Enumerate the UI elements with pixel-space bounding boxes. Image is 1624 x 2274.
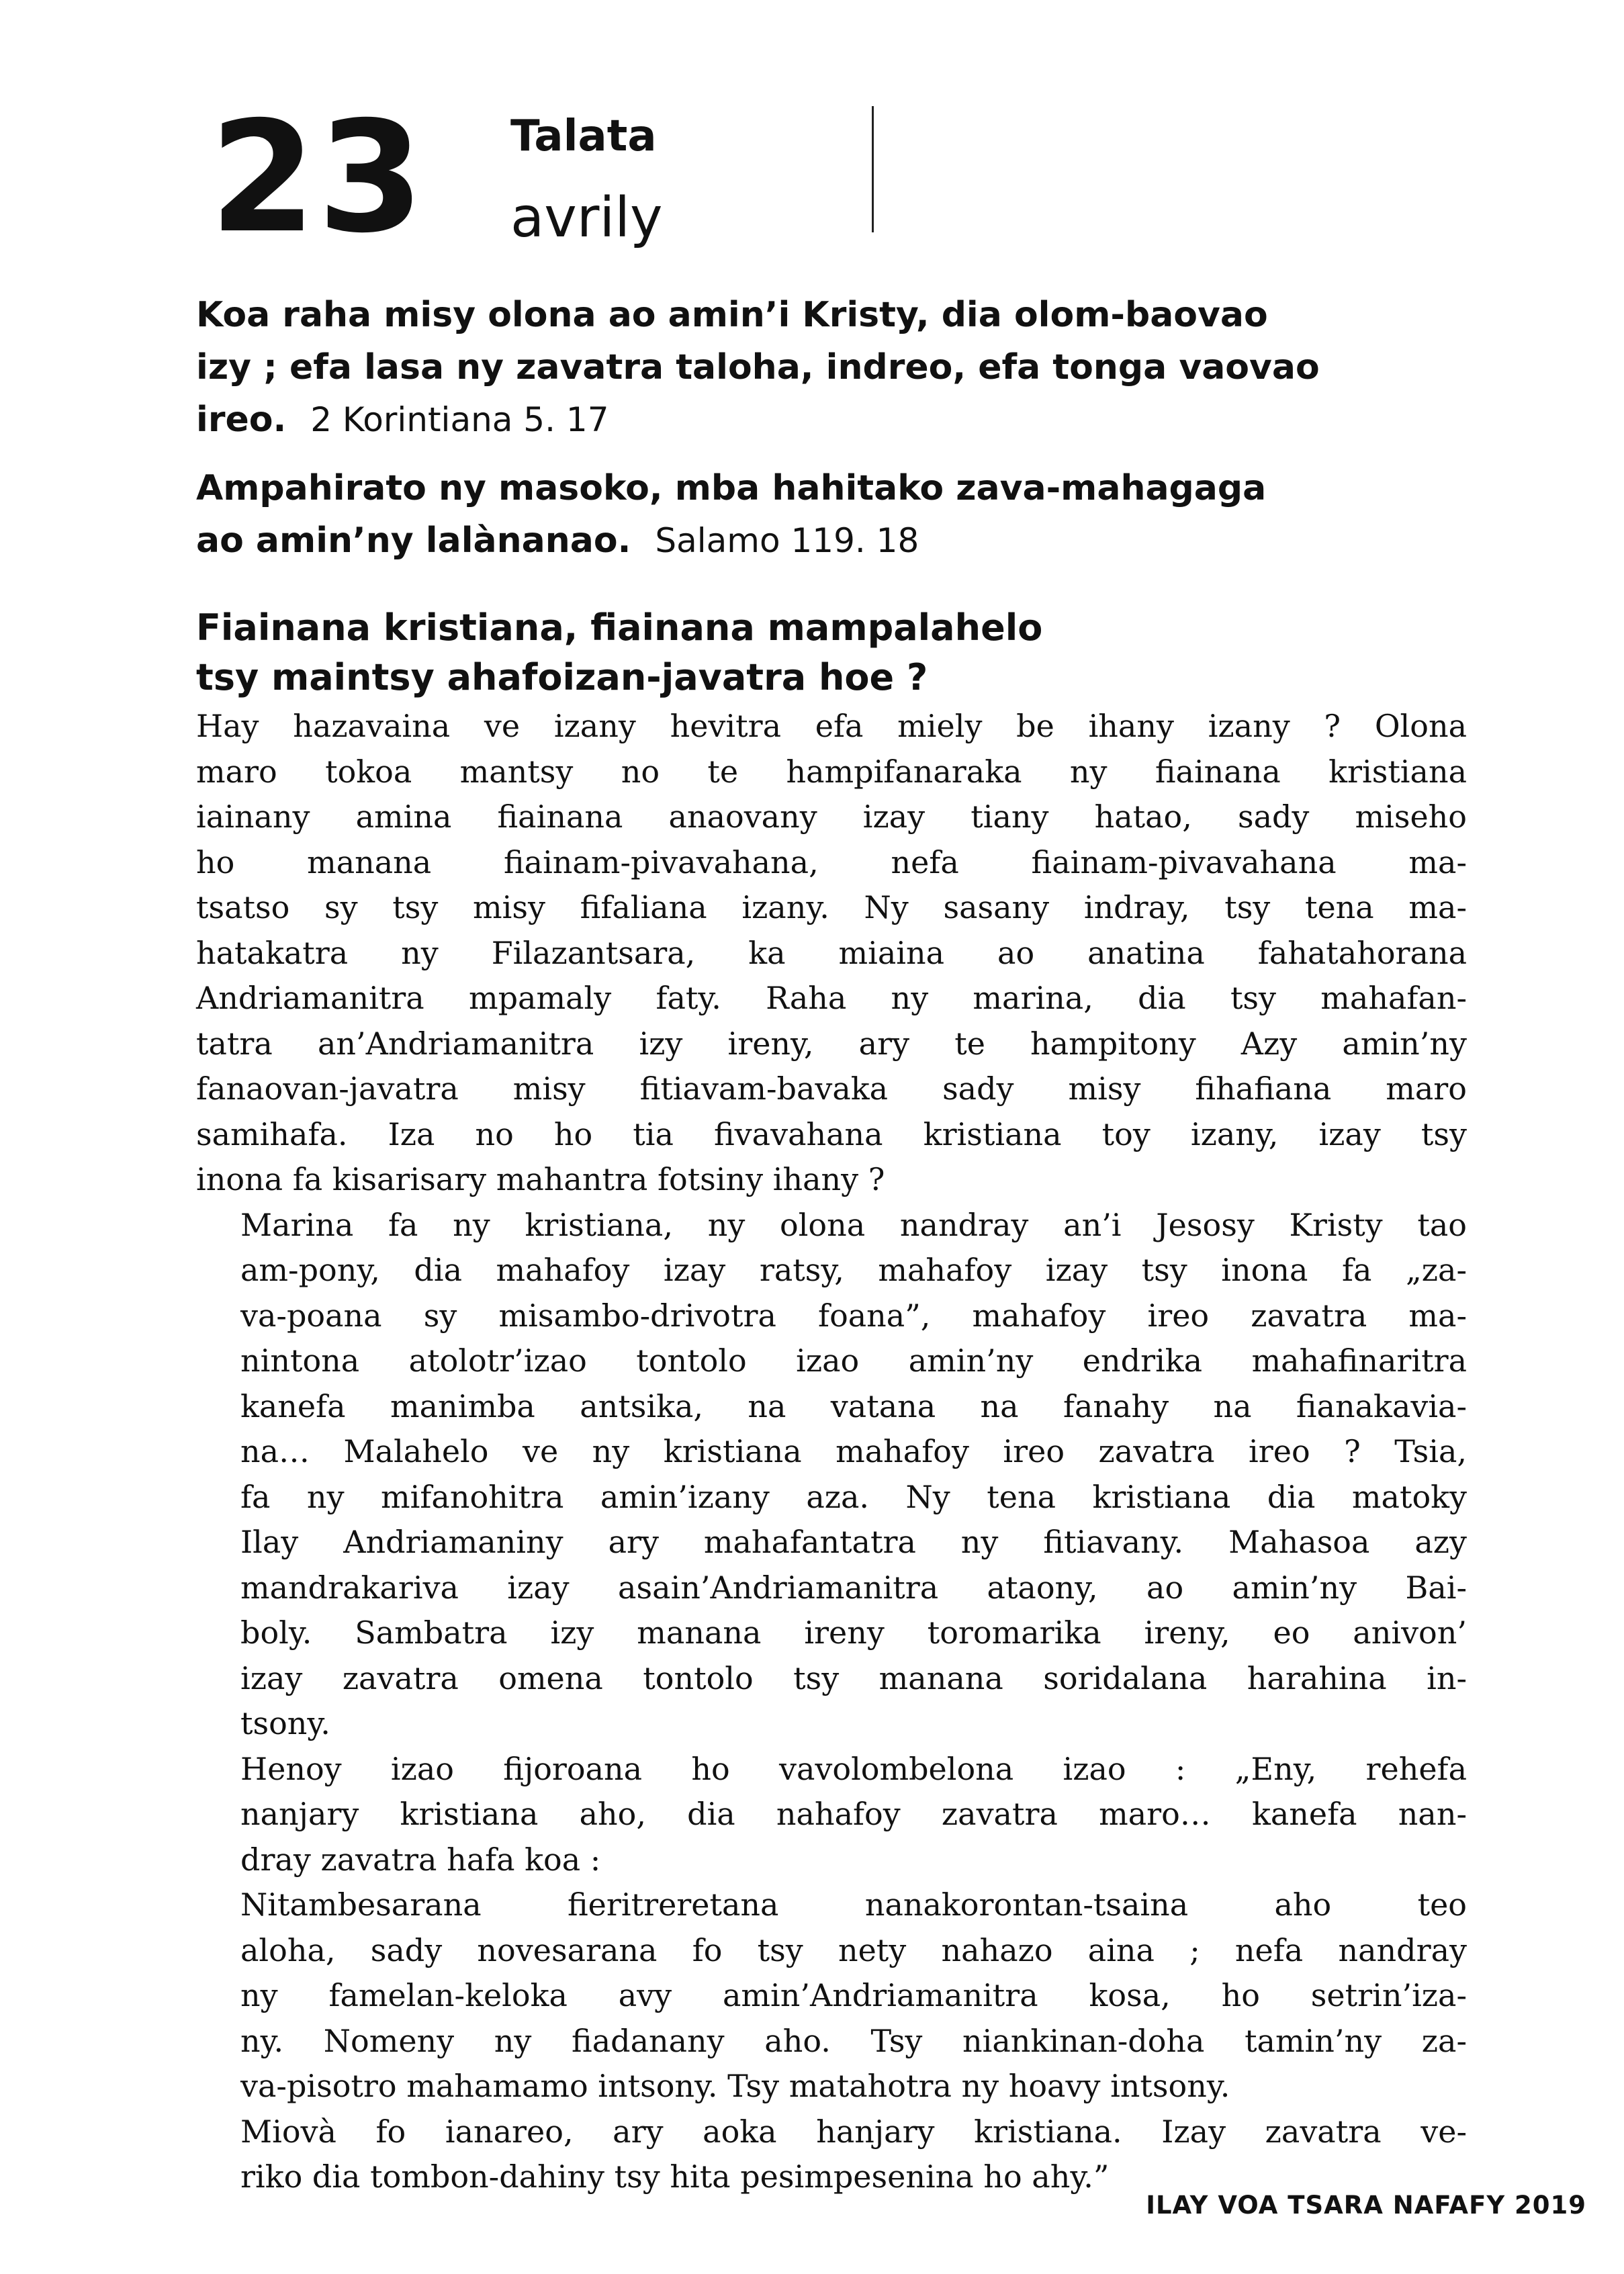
paragraph-line: dray zavatra hafa koa : bbox=[240, 1841, 601, 1878]
article-body bbox=[196, 704, 1467, 2200]
article-paragraph bbox=[196, 2109, 1467, 2200]
verse-1 bbox=[196, 289, 1467, 446]
paragraph-line: Andriamanitra mpamaly faty. Raha ny marina, dia tsy mahafan- bbox=[196, 980, 1467, 1016]
paragraph-line: samihafa. Iza no ho tia fivavahana kristiana toy izany, izay tsy bbox=[196, 1116, 1467, 1152]
paragraph-line: Nitambesarana fieritreretana nanakorontan-tsaina aho teo bbox=[240, 1886, 1467, 1923]
paragraph-line: hatakatra ny Filazantsara, ka miaina ao anatina fahatahorana bbox=[196, 934, 1467, 971]
article-paragraph bbox=[196, 1203, 1467, 1747]
paragraph-line: ny famelan-keloka avy amin’Andriamanitra kosa, ho setrin’iza- bbox=[240, 1977, 1467, 2013]
paragraph-line: inona fa kisarisary mahantra fotsiny ihany ? bbox=[196, 1161, 885, 1197]
verse-line: izy ; efa lasa ny zavatra taloha, indreo, efa tonga vaovao bbox=[196, 347, 1320, 388]
month-label: avrily bbox=[510, 186, 663, 250]
paragraph-line: riko dia tombon-dahiny tsy hita pesimpesenina ho ahy.” bbox=[240, 2158, 1110, 2195]
paragraph-line: Ilay Andriamaniny ary mahafantatra ny fitiavany. Mahasoa azy bbox=[240, 1524, 1467, 1560]
paragraph-line: am-pony, dia mahafoy izay ratsy, mahafoy izay tsy inona fa „za- bbox=[240, 1252, 1467, 1288]
paragraph-line: Miovà fo ianareo, ary aoka hanjary kristiana. Izay zavatra ve- bbox=[240, 2113, 1467, 2150]
verse-2 bbox=[196, 462, 1467, 567]
paragraph-line: aloha, sady novesarana fo tsy nety nahazo aina ; nefa nandray bbox=[240, 1931, 1467, 1968]
verse-line: ireo. 2 Korintiana 5. 17 bbox=[196, 400, 609, 440]
article-paragraph bbox=[196, 1882, 1467, 2109]
paragraph-line: izay zavatra omena tontolo tsy manana soridalana harahina in- bbox=[240, 1659, 1467, 1696]
paragraph-line: na… Malahelo ve ny kristiana mahafoy ireo zavatra ireo ? Tsia, bbox=[240, 1433, 1467, 1469]
paragraph-line: tsony. bbox=[240, 1705, 330, 1741]
paragraph-line: va-pisotro mahamamo intsony. Tsy matahotra ny hoavy intsony. bbox=[240, 2068, 1230, 2104]
paragraph-line: ny. Nomeny ny fiadanany aho. Tsy niankinan-doha tamin’ny za- bbox=[240, 2022, 1467, 2059]
paragraph-line: ho manana fiainam-pivavahana, nefa fiainam-pivavahana ma- bbox=[196, 844, 1467, 880]
paragraph-line: Henoy izao fijoroana ho vavolombelona izao : „Eny, rehefa bbox=[240, 1750, 1467, 1787]
verse-reference: 2 Korintiana 5. 17 bbox=[310, 400, 609, 439]
paragraph-line: nanjary kristiana aho, dia nahafoy zavatra maro… kanefa nan- bbox=[240, 1796, 1467, 1832]
verse-line: ao amin’ny lalànanao. Salamo 119. 18 bbox=[196, 520, 919, 561]
header-divider bbox=[872, 106, 874, 232]
title-line: tsy maintsy ahafoizan-javatra hoe ? bbox=[196, 656, 928, 698]
paragraph-line: nintona atolotr’izao tontolo izao amin’ny endrika mahafinaritra bbox=[240, 1343, 1467, 1379]
date-number: 23 bbox=[210, 88, 426, 267]
weekday-label: Talata bbox=[510, 111, 657, 161]
paragraph-line: va-poana sy misambo-drivotra foana”, mahafoy ireo zavatra ma- bbox=[240, 1297, 1467, 1334]
verse-line: Ampahirato ny masoko, mba hahitako zava-mahagaga bbox=[196, 468, 1267, 508]
paragraph-line: boly. Sambatra izy manana ireny toromarika ireny, eo anivon’ bbox=[240, 1614, 1467, 1651]
paragraph-line: fanaovan-javatra misy fitiavam-bavaka sady misy fihafiana maro bbox=[196, 1071, 1467, 1107]
article-title bbox=[196, 603, 1467, 702]
paragraph-line: kanefa manimba antsika, na vatana na fanahy na fianakavia- bbox=[240, 1388, 1467, 1424]
paragraph-line: Marina fa ny kristiana, ny olona nandray an’i Jesosy Kristy tao bbox=[240, 1206, 1467, 1243]
paragraph-line: tatra an’Andriamanitra izy ireny, ary te hampitony Azy amin’ny bbox=[196, 1025, 1467, 1062]
verse-line: Koa raha misy olona ao amin’i Kristy, dia olom-baovao bbox=[196, 295, 1268, 335]
paragraph-line: maro tokoa mantsy no te hampifanaraka ny fiainana kristiana bbox=[196, 753, 1467, 790]
paragraph-line: tsatso sy tsy misy fifaliana izany. Ny sasany indray, tsy tena ma- bbox=[196, 889, 1467, 925]
article-paragraph bbox=[196, 1747, 1467, 1883]
publication-footer: ILAY VOA TSARA NAFAFY 2019 bbox=[1146, 2191, 1586, 2220]
paragraph-line: fa ny mifanohitra amin’izany aza. Ny tena kristiana dia matoky bbox=[240, 1478, 1467, 1515]
verse-reference: Salamo 119. 18 bbox=[655, 521, 919, 560]
paragraph-line: Hay hazavaina ve izany hevitra efa miely be ihany izany ? Olona bbox=[196, 708, 1467, 744]
paragraph-line: mandrakariva izay asain’Andriamanitra ataony, ao amin’ny Bai- bbox=[240, 1569, 1467, 1606]
article-paragraph bbox=[196, 704, 1467, 1203]
title-line: Fiainana kristiana, fiainana mampalahelo bbox=[196, 606, 1043, 649]
paragraph-line: iainany amina fiainana anaovany izay tiany hatao, sady miseho bbox=[196, 799, 1467, 835]
